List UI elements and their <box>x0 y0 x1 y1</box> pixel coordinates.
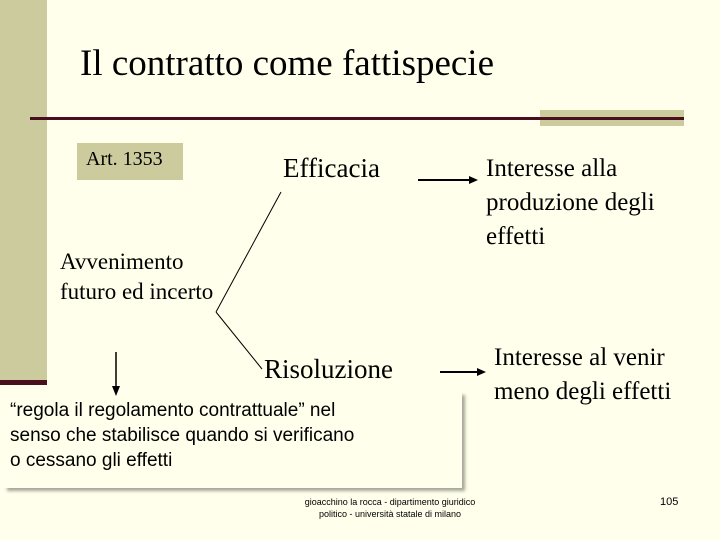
note-line: senso che stabilisce quando si verificano <box>10 425 355 446</box>
efficacy-interest-text <box>486 152 655 254</box>
branch-line-efficacy <box>216 192 281 312</box>
termination-interest-line: Interesse al venir <box>494 344 665 371</box>
footer-credit <box>270 496 510 520</box>
note-line: “regola il regolamento contrattuale” nel <box>10 400 336 421</box>
event-label-line: Avvenimento <box>60 249 184 274</box>
arrow-efficacy-head <box>469 176 478 184</box>
branch-line-termination <box>216 312 262 369</box>
footer-credit-line: politico - università statale di milano <box>318 509 462 519</box>
note-line: o cessano gli effetti <box>10 450 173 471</box>
efficacy-interest-line: Interesse alla <box>486 155 618 182</box>
efficacy-label: Efficacia <box>283 153 380 183</box>
slide-title: Il contratto come fattispecie <box>80 43 495 84</box>
termination-interest-text <box>494 341 671 409</box>
event-label-line: futuro ed incerto <box>60 279 214 304</box>
footer-credit-line: gioacchino la rocca - dipartimento giuridico <box>304 497 476 507</box>
efficacy-interest-line: effetti <box>486 223 546 250</box>
event-label <box>60 247 213 307</box>
efficacy-interest-line: produzione degli <box>486 189 655 216</box>
page-number: 105 <box>660 496 679 508</box>
note-box <box>4 392 462 488</box>
article-label: Art. 1353 <box>86 148 163 170</box>
arrow-termination-head <box>477 368 486 376</box>
termination-label: Risoluzione <box>264 354 393 384</box>
termination-interest-line: meno degli effetti <box>494 378 672 405</box>
